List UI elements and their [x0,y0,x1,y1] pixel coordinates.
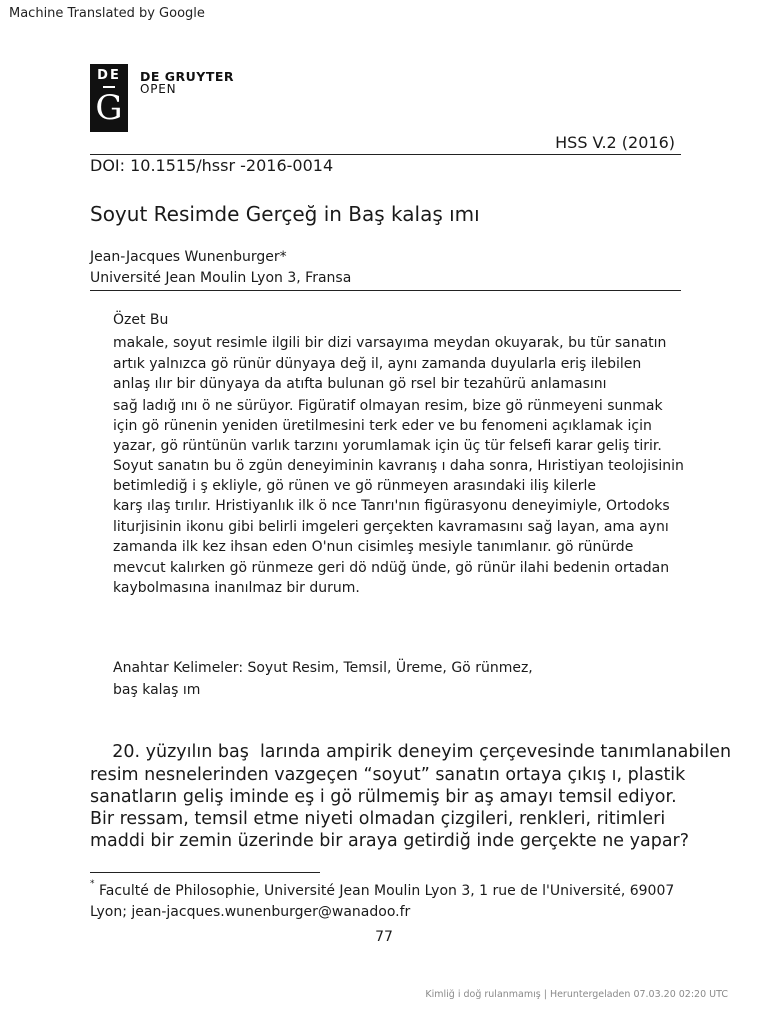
author-affiliation: Université Jean Moulin Lyon 3, Fransa [90,270,352,286]
logo-mark-g: G [95,88,123,128]
abstract-line: mevcut kalırken gö rünmeze geri dö ndüğ ünde, gö rünür ilahi bedenin ortadan [113,560,670,576]
abstract-line: anlaş ılır bir dünyaya da atıfta bulunan gö rsel bir tezahürü anlamasını [113,376,607,392]
abstract-line: yazar, gö rüntünün varlık tarzını yorumlamak için üç tür felsefi karar geliş tirir. [113,438,662,454]
doi: DOI: 10.1515/hssr -2016-0014 [90,156,334,175]
footnote-marker: * [90,879,95,889]
download-footer: Kimliğ i doğ rulanmamış | Heruntergeladen 07.03.20 02:20 UTC [425,989,728,1000]
translation-banner: Machine Translated by Google [9,6,205,21]
logo-sub: OPEN [140,82,177,96]
journal-info: HSS V.2 (2016) [555,133,675,152]
footnote-rule [90,872,320,873]
abstract-line: sağ ladığ ını ö ne sürüyor. Figüratif olmayan resim, bize gö rünmeyeni sunmak [113,398,663,414]
body-line: resim nesnelerinden vazgeçen “soyut” sanatın ortaya çıkış ı, plastik [90,765,686,785]
body-line: sanatların geliş iminde eş i gö rülmemiş bir aş amayı temsil ediyor. [90,787,677,807]
logo-mark-de: DE [97,68,121,83]
author-name: Jean-Jacques Wunenburger* [90,249,287,265]
abstract-line: kaybolmasına inanılmaz bir durum. [113,580,360,596]
abstract-line: artık yalnızca gö rünür dünyaya değ il, aynı zamanda duyularla eriş ilebilen [113,356,642,372]
footnote-line: Faculté de Philosophie, Université Jean Moulin Lyon 3, 1 rue de l'Université, 69007 [99,883,675,899]
header-rule [90,154,681,155]
abstract-line: makale, soyut resimle ilgili bir dizi varsayıma meydan okuyarak, bu tür sanatın [113,335,667,351]
footnote-line: Lyon; jean-jacques.wunenburger@wanadoo.fr [90,904,411,920]
page-number: 77 [375,929,393,945]
publisher-logo [90,64,235,132]
abstract-line: Soyut sanatın bu ö zgün deneyiminin kavranış ı daha sonra, Hıristiyan teolojisinin [113,458,684,474]
abstract-line: betimlediğ i ş ekliyle, gö rünen ve gö rünmeyen arasındaki iliş kilerle [113,478,597,494]
keywords-line: Anahtar Kelimeler: Soyut Resim, Temsil, Üreme, Gö rünmez, [113,660,533,676]
abstract-heading: Özet Bu [113,312,169,328]
body-line: Bir ressam, temsil etme niyeti olmadan çizgileri, renkleri, ritimleri [90,809,666,829]
abstract-line: karş ılaş tırılır. Hristiyanlık ilk ö nce Tanrı'nın figürasyonu deneyimiyle, Ortodoks [113,498,670,514]
body-line: 20. yüzyılın baş larında ampirik deneyim çerçevesinde tanımlanabilen [90,742,732,762]
author-rule [90,290,681,291]
abstract-line: liturjisinin ikonu gibi belirli imgeleri gerçekten kavramasını sağ layan, ama aynı [113,519,669,535]
abstract-line: için gö rünenin yeniden üretilmesini terk eder ve bu fenomeni açıklamak için [113,418,652,434]
keywords-line: baş kalaş ım [113,682,201,698]
abstract-line: zamanda ilk kez ihsan eden O'nun cisimleş mesiyle tanımlanır. gö rünürde [113,539,634,555]
logo-name: DE GRUYTER [140,69,235,84]
article-title: Soyut Resimde Gerçeğ in Baş kalaş ımı [90,202,480,226]
logo-mark [90,64,128,132]
body-line: maddi bir zemin üzerinde bir araya getirdiğ inde gerçekte ne yapar? [90,831,690,851]
